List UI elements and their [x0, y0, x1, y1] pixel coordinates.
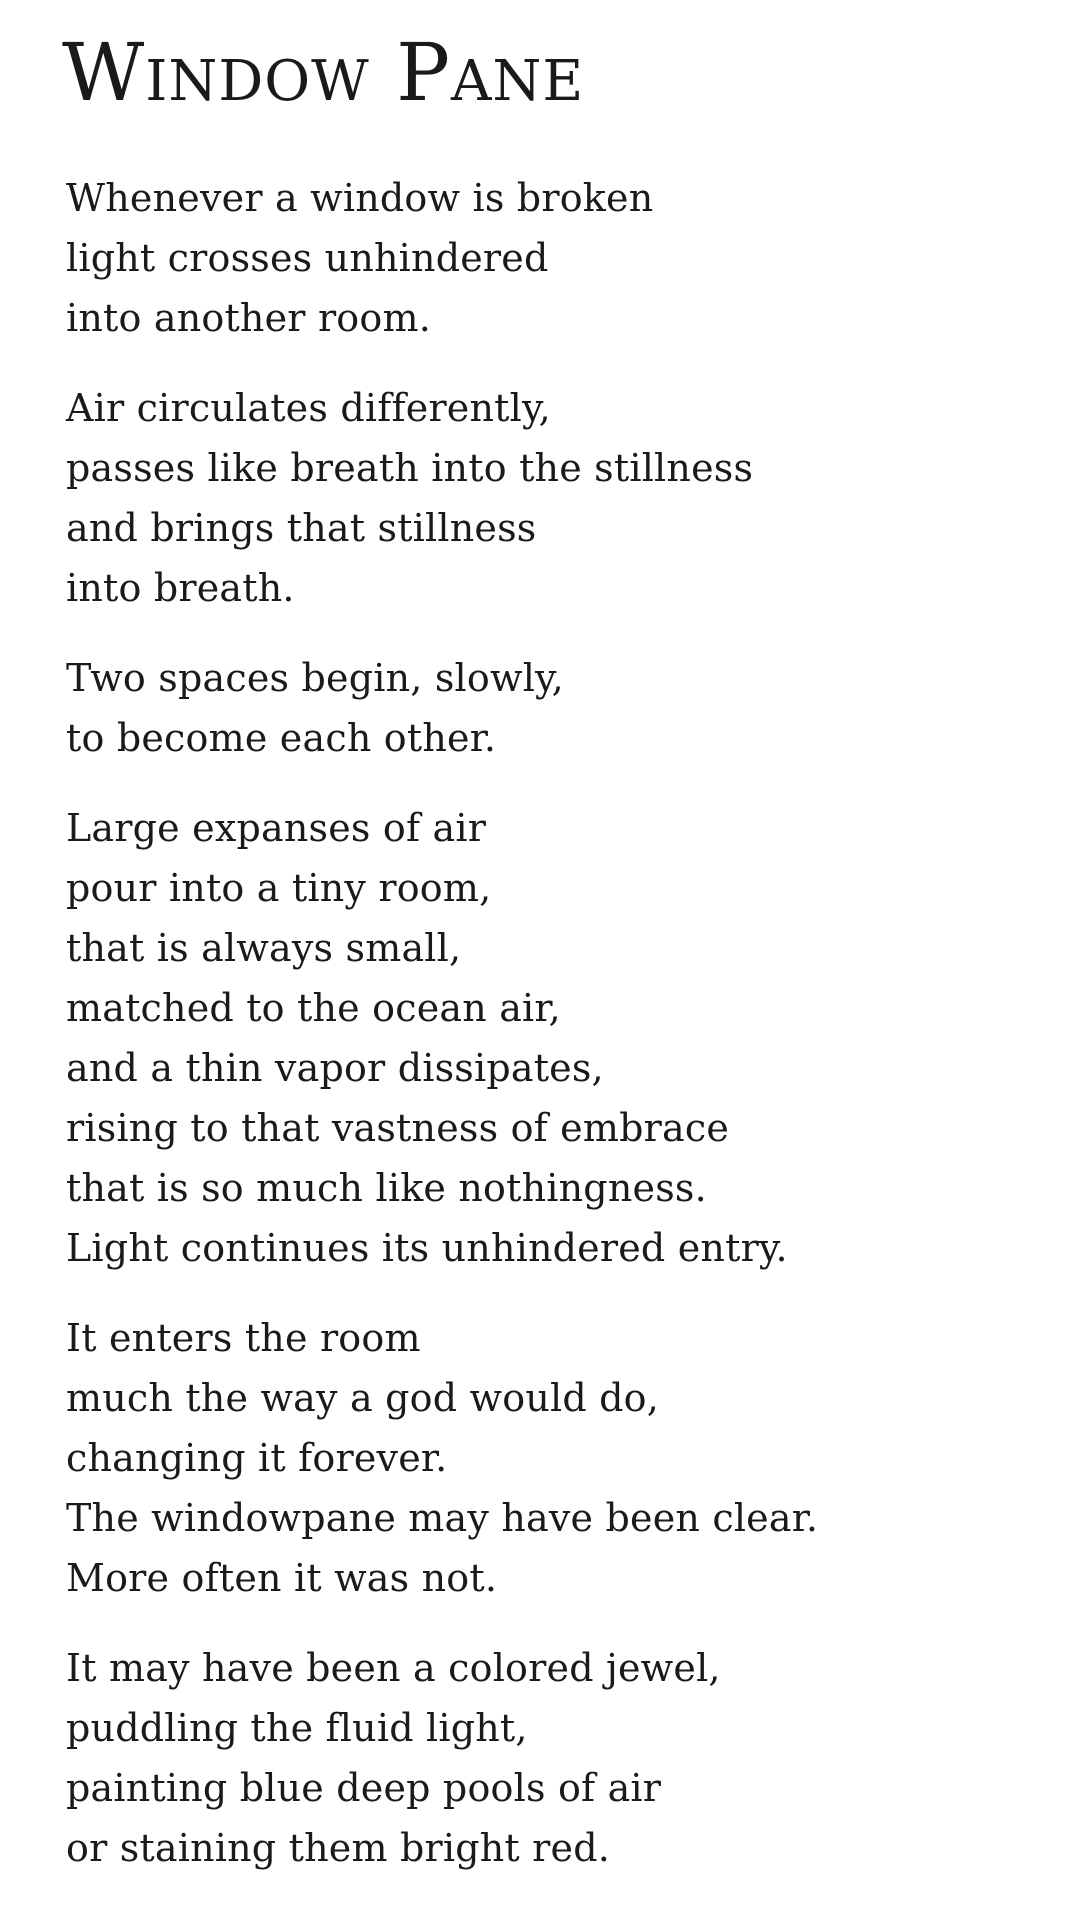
- poem-line: and brings that stillness: [66, 506, 537, 550]
- poem-line: that is always small,: [66, 926, 462, 970]
- poem-line: It enters the room: [66, 1316, 421, 1360]
- poem-line: Large expanses of air: [66, 806, 487, 850]
- poem-line: Light continues its unhindered entry.: [66, 1226, 788, 1270]
- poem-line: into another room.: [66, 296, 431, 340]
- poem-line: Air circulates differently,: [66, 386, 551, 430]
- poem-line: passes like breath into the stillness: [66, 446, 754, 490]
- poem-line: and a thin vapor dissipates,: [66, 1046, 604, 1090]
- poem-line: light crosses unhindered: [66, 236, 549, 280]
- poem-line: pour into a tiny room,: [66, 866, 492, 910]
- stanza-4: [66, 798, 1046, 1278]
- poem-line: that is so much like nothingness.: [66, 1166, 707, 1210]
- stanza-6: [66, 1638, 1046, 1878]
- poem-line: More often it was not.: [66, 1556, 498, 1600]
- poem-line: Whenever a window is broken: [66, 176, 654, 220]
- poem-line: It may have been a colored jewel,: [66, 1646, 721, 1690]
- poem-line: painting blue deep pools of air: [66, 1766, 662, 1810]
- poem-title: Window Pane: [62, 26, 585, 119]
- poem-line: puddling the fluid light,: [66, 1706, 528, 1750]
- poem-line: changing it forever.: [66, 1436, 448, 1480]
- poem-body: [66, 168, 1046, 1908]
- poem-line: rising to that vastness of embrace: [66, 1106, 730, 1150]
- poem-line: into breath.: [66, 566, 295, 610]
- stanza-5: [66, 1308, 1046, 1608]
- poem-line: Two spaces begin, slowly,: [66, 656, 564, 700]
- poem-line: or staining them bright red.: [66, 1826, 611, 1870]
- stanza-2: [66, 378, 1046, 618]
- stanza-1: [66, 168, 1046, 348]
- poem-line: to become each other.: [66, 716, 497, 760]
- stanza-3: [66, 648, 1046, 768]
- poem-line: The windowpane may have been clear.: [66, 1496, 819, 1540]
- poem-line: matched to the ocean air,: [66, 986, 561, 1030]
- poem-line: much the way a god would do,: [66, 1376, 660, 1420]
